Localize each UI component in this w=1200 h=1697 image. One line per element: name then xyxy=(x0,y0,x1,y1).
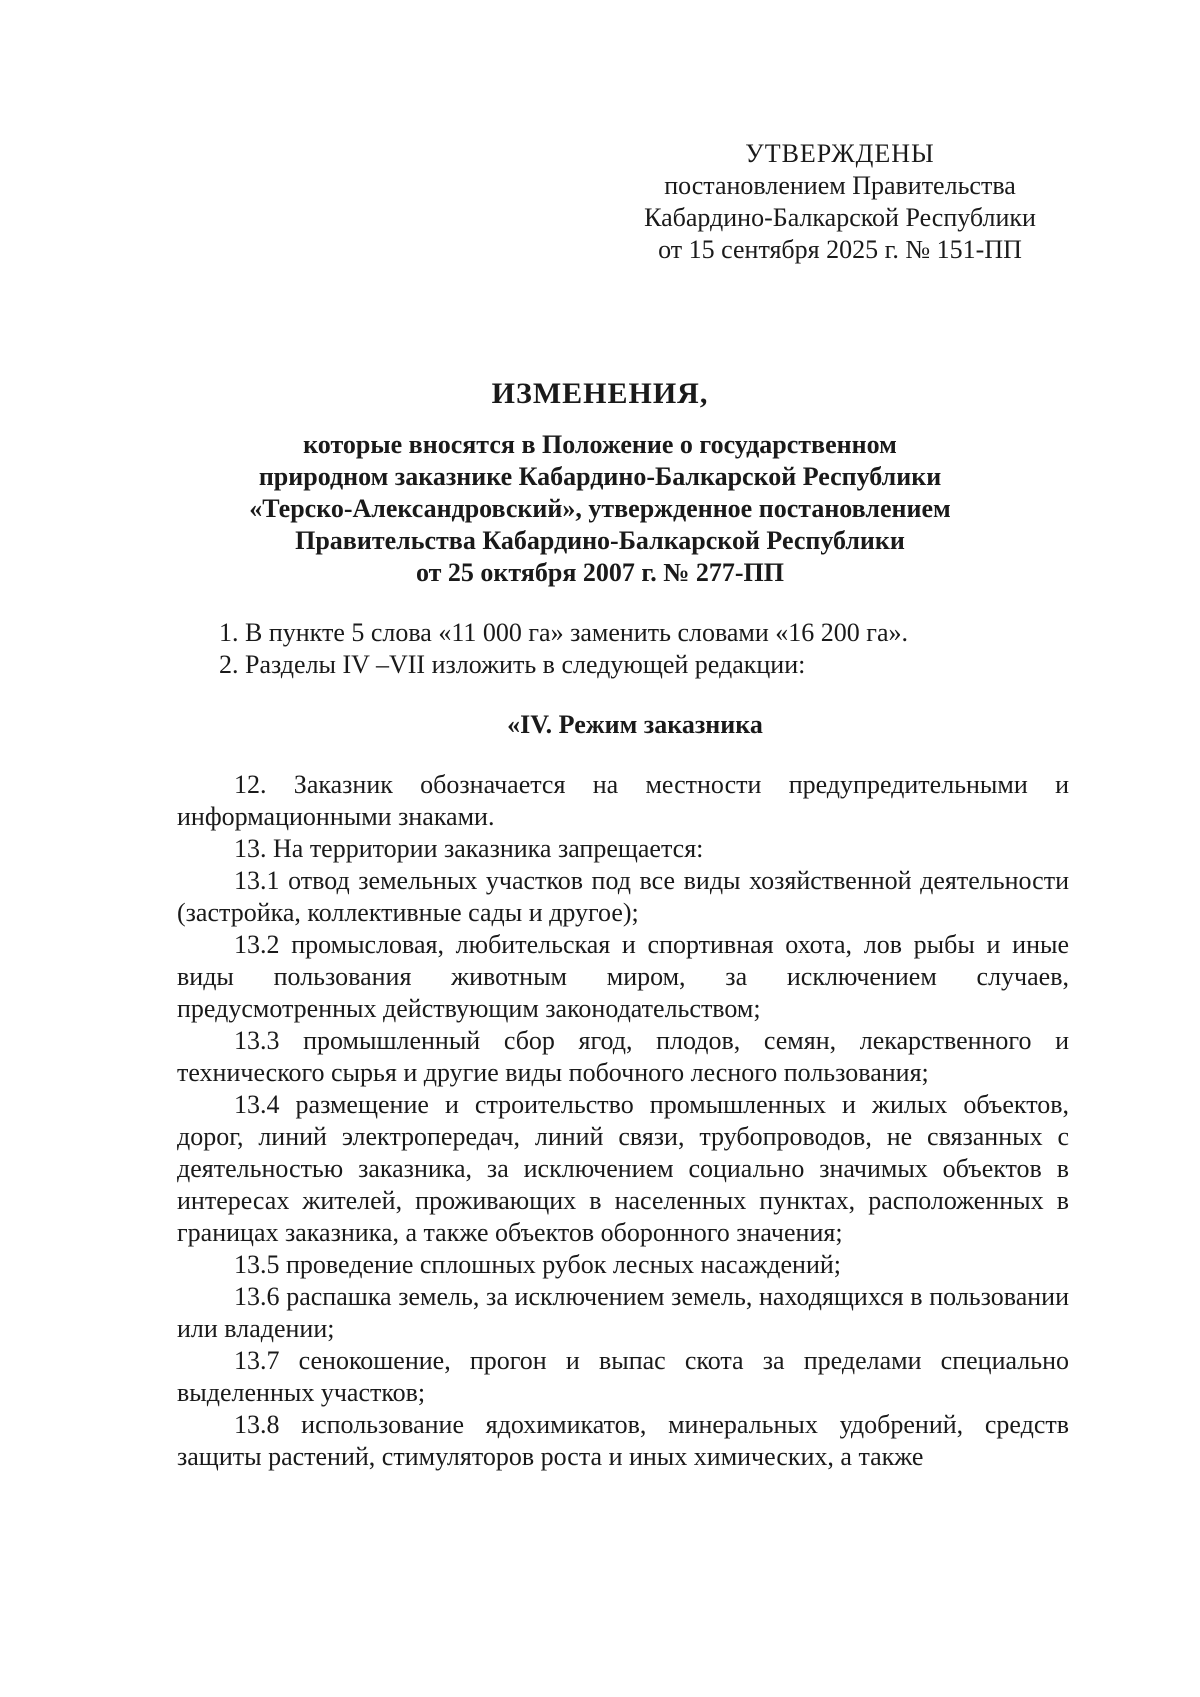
intro-item: 1. В пункте 5 слова «11 000 га» заменить словами «16 200 га». xyxy=(219,618,908,647)
paragraph: 13.6 распашка земель, за исключением земель, находящихся в пользовании или владении; xyxy=(177,1282,1069,1343)
document-heading xyxy=(150,375,1050,589)
document-subtitle-line: природном заказнике Кабардино-Балкарской Республики xyxy=(258,462,942,491)
approval-line: постановлением Правительства xyxy=(664,171,1016,200)
document-title: ИЗМЕНЕНИЯ, xyxy=(491,377,709,410)
paragraph: 13.8 использование ядохимикатов, минеральных удобрений, средств защиты растений, стимуляторов роста и иных химических, а также xyxy=(177,1410,1069,1471)
approval-date-number: от 15 сентября 2025 г. № 151-ПП xyxy=(658,235,1022,264)
document-subtitle-line: «Терско-Александровский», утвержденное постановлением xyxy=(249,494,951,523)
paragraph: 13. На территории заказника запрещается: xyxy=(234,834,704,863)
paragraph: 12. Заказник обозначается на местности предупредительными и информационными знаками. xyxy=(177,770,1069,831)
approval-block xyxy=(600,138,1080,266)
section-title: «IV. Режим заказника xyxy=(507,710,763,739)
intro-items xyxy=(177,617,1069,681)
paragraph: 13.1 отвод земельных участков под все виды хозяйственной деятельности (застройка, коллективные сады и другое); xyxy=(177,866,1069,927)
paragraph: 13.5 проведение сплошных рубок лесных насаждений; xyxy=(234,1250,842,1279)
paragraph: 13.2 промысловая, любительская и спортивная охота, лов рыбы и иные виды пользования животным миром, за исключением случаев, предусмотренных действующим законодательством; xyxy=(177,930,1069,1023)
paragraph: 13.4 размещение и строительство промышленных и жилых объектов, дорог, линий электропередач, линий связи, трубопроводов, не связанных с деятельностью заказника, за исключением социально значимых объектов в интересах жителей, проживающих в населенных пунктах, расположенных в границах заказника, а также объектов оборонного значения; xyxy=(177,1090,1069,1247)
document-subtitle-line: которые вносятся в Положение о государственном xyxy=(303,430,897,459)
document-body xyxy=(177,617,1069,1473)
approval-line: Кабардино-Балкарской Республики xyxy=(644,203,1036,232)
intro-item: 2. Разделы IV –VII изложить в следующей редакции: xyxy=(219,650,806,679)
approval-title: УТВЕРЖДЕНЫ xyxy=(745,139,935,168)
document-subtitle-line: от 25 октября 2007 г. № 277-ПП xyxy=(415,558,785,587)
document-subtitle-line: Правительства Кабардино-Балкарской Республики xyxy=(295,526,905,555)
paragraph: 13.3 промышленный сбор ягод, плодов, семян, лекарственного и технического сырья и другие виды побочного лесного пользования; xyxy=(177,1026,1069,1087)
paragraph: 13.7 сенокошение, прогон и выпас скота за пределами специально выделенных участков; xyxy=(177,1346,1069,1407)
